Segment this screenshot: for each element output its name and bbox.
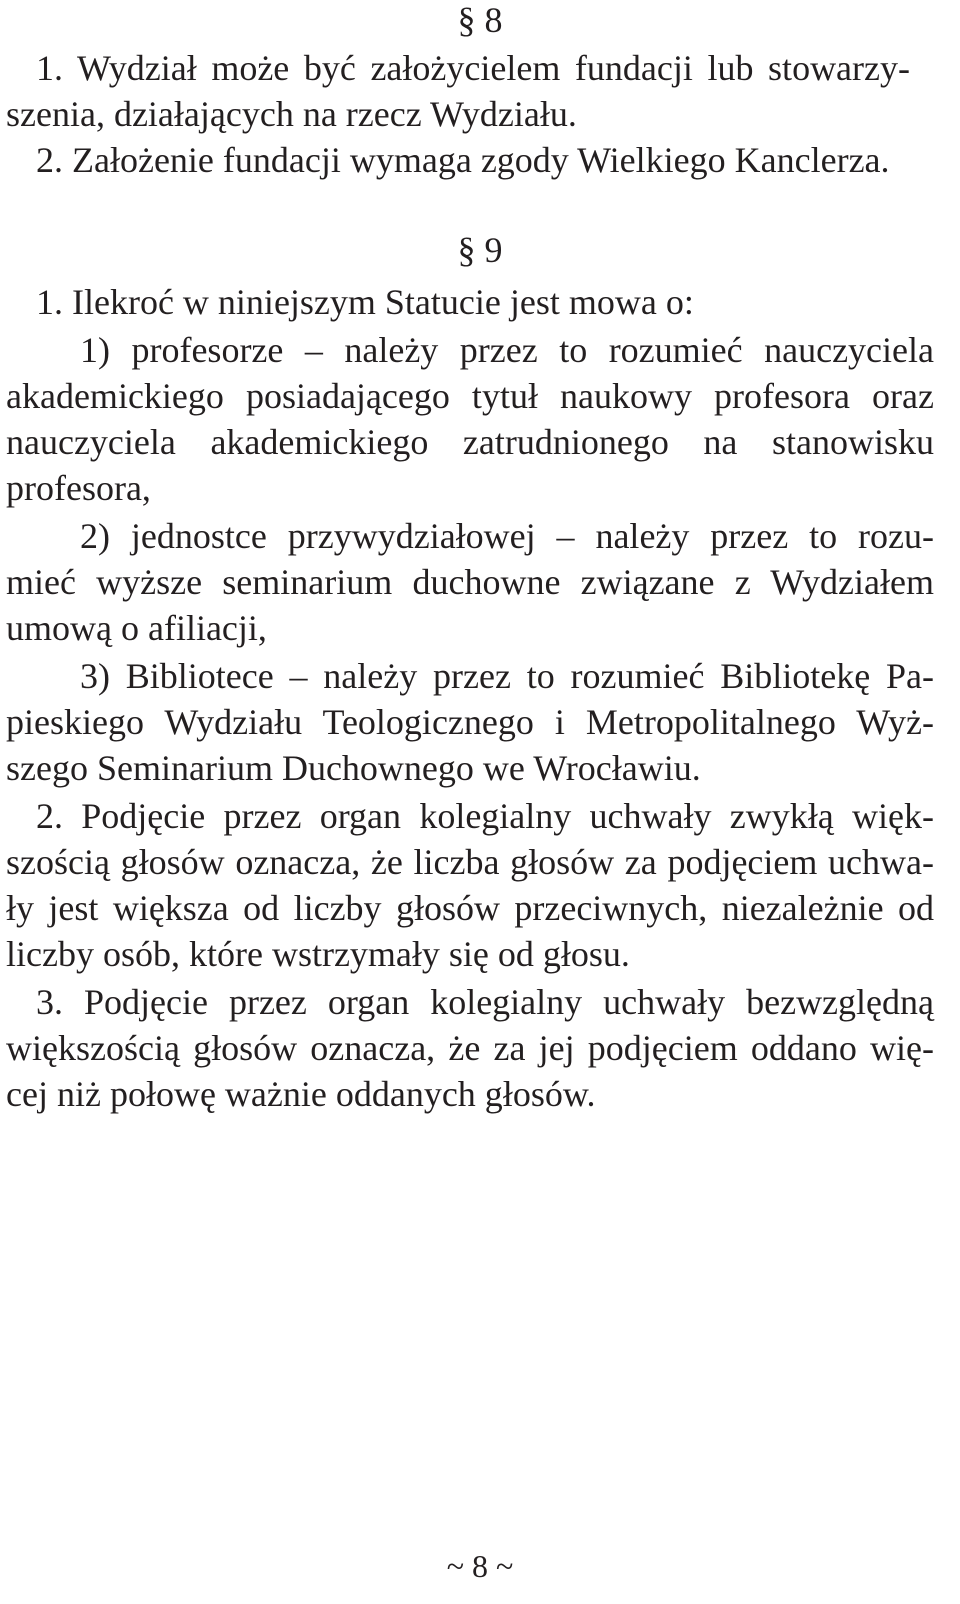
list-item-line: mieć wyższe seminarium duchowne związane z Wydziałem	[6, 562, 934, 602]
paragraph-line: liczby osób, które wstrzymały się od głosu.	[6, 934, 630, 974]
paragraph-line: cej niż połowę ważnie oddanych głosów.	[6, 1074, 596, 1114]
list-item-line: akademickiego posiadającego tytuł naukowy profesora oraz	[6, 376, 934, 416]
paragraph-line: 1. Wydział może być założycielem fundacji lub stowarzy-	[36, 48, 910, 88]
section-heading-9: § 9	[457, 230, 503, 270]
list-item-line: umową o afiliacji,	[6, 608, 267, 648]
list-item-line: pieskiego Wydziału Teologicznego i Metropolitalnego Wyż-	[6, 702, 934, 742]
list-item-line: szego Seminarium Duchownego we Wrocławiu.	[6, 748, 701, 788]
paragraph-line: ły jest większa od liczby głosów przeciwnych, niezależnie od	[6, 888, 934, 928]
page-number: ~ 8 ~	[446, 1548, 514, 1584]
paragraph-line: większością głosów oznacza, że za jej podjęciem oddano wię-	[6, 1028, 934, 1068]
paragraph-line: szością głosów oznacza, że liczba głosów za podjęciem uchwa-	[6, 842, 934, 882]
list-item-line: 2) jednostce przywydziałowej – należy przez to rozu-	[80, 516, 934, 556]
paragraph-line: 3. Podjęcie przez organ kolegialny uchwały bezwzględną	[36, 982, 934, 1022]
section-heading-8: § 8	[457, 0, 503, 40]
paragraph-line: 2. Podjęcie przez organ kolegialny uchwały zwykłą więk-	[36, 796, 934, 836]
list-item-line: 1) profesorze – należy przez to rozumieć nauczyciela	[80, 330, 934, 370]
list-item-line: profesora,	[6, 468, 151, 508]
paragraph-line: 1. Ilekroć w niniejszym Statucie jest mowa o:	[36, 282, 694, 322]
paragraph-line: szenia, działających na rzecz Wydziału.	[6, 94, 577, 134]
list-item-line: 3) Bibliotece – należy przez to rozumieć Bibliotekę Pa-	[80, 656, 934, 696]
paragraph-line: 2. Założenie fundacji wymaga zgody Wielkiego Kanclerza.	[36, 140, 890, 180]
list-item-line: nauczyciela akademickiego zatrudnionego na stanowisku	[6, 422, 934, 462]
